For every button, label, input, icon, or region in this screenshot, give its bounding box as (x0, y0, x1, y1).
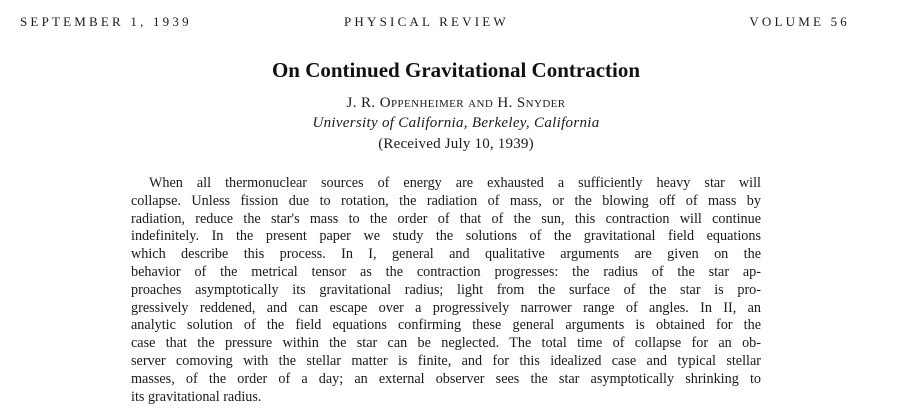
running-head (0, 14, 912, 38)
issue-date: SEPTEMBER 1, 1939 (20, 14, 192, 29)
abstract (131, 175, 761, 406)
author-line: J. R. Oppenheimer and H. Snyder (346, 95, 566, 111)
abstract-line: radiation, reduce the star's mass to the order of that of the sun, this contraction will continue (131, 210, 761, 227)
abstract-line: case that the pressure within the star can be neglected. The total time of collapse for an ob- (131, 335, 761, 352)
affiliation: University of California, Berkeley, California (312, 115, 600, 131)
journal-name: PHYSICAL REVIEW (344, 14, 509, 29)
abstract-line: which describe this process. In I, general and qualitative arguments are given on the (131, 246, 761, 263)
abstract-line: analytic solution of the field equations confirming these general arguments is obtained for the (131, 317, 761, 334)
received-date: (Received July 10, 1939) (378, 136, 534, 152)
article-title: On Continued Gravitational Contraction (271, 58, 641, 82)
abstract-line: gressively reddened, and can escape over a progressively narrower range of angles. In II, an (131, 299, 761, 316)
volume-number: VOLUME 56 (749, 14, 850, 29)
abstract-line: masses, of the order of a day; an external observer sees the star asymptotically shrinking to (131, 370, 761, 387)
abstract-line: behavior of the metrical tensor as the contraction progresses: the radius of the star ap- (131, 263, 761, 280)
abstract-line: indefinitely. In the present paper we study the solutions of the gravitational field equations (131, 228, 761, 245)
abstract-line: its gravitational radius. (131, 388, 262, 405)
abstract-line: proaches asymptotically its gravitational radius; light from the surface of the star is pro- (131, 281, 761, 298)
abstract-line: server comoving with the stellar matter is finite, and for this idealized case and typical stellar (131, 352, 761, 369)
abstract-line: When all thermonuclear sources of energy are exhausted a sufficiently heavy star will (149, 175, 761, 191)
abstract-line: collapse. Unless fission due to rotation, the radiation of mass, or the blowing off of mass by (131, 192, 761, 209)
